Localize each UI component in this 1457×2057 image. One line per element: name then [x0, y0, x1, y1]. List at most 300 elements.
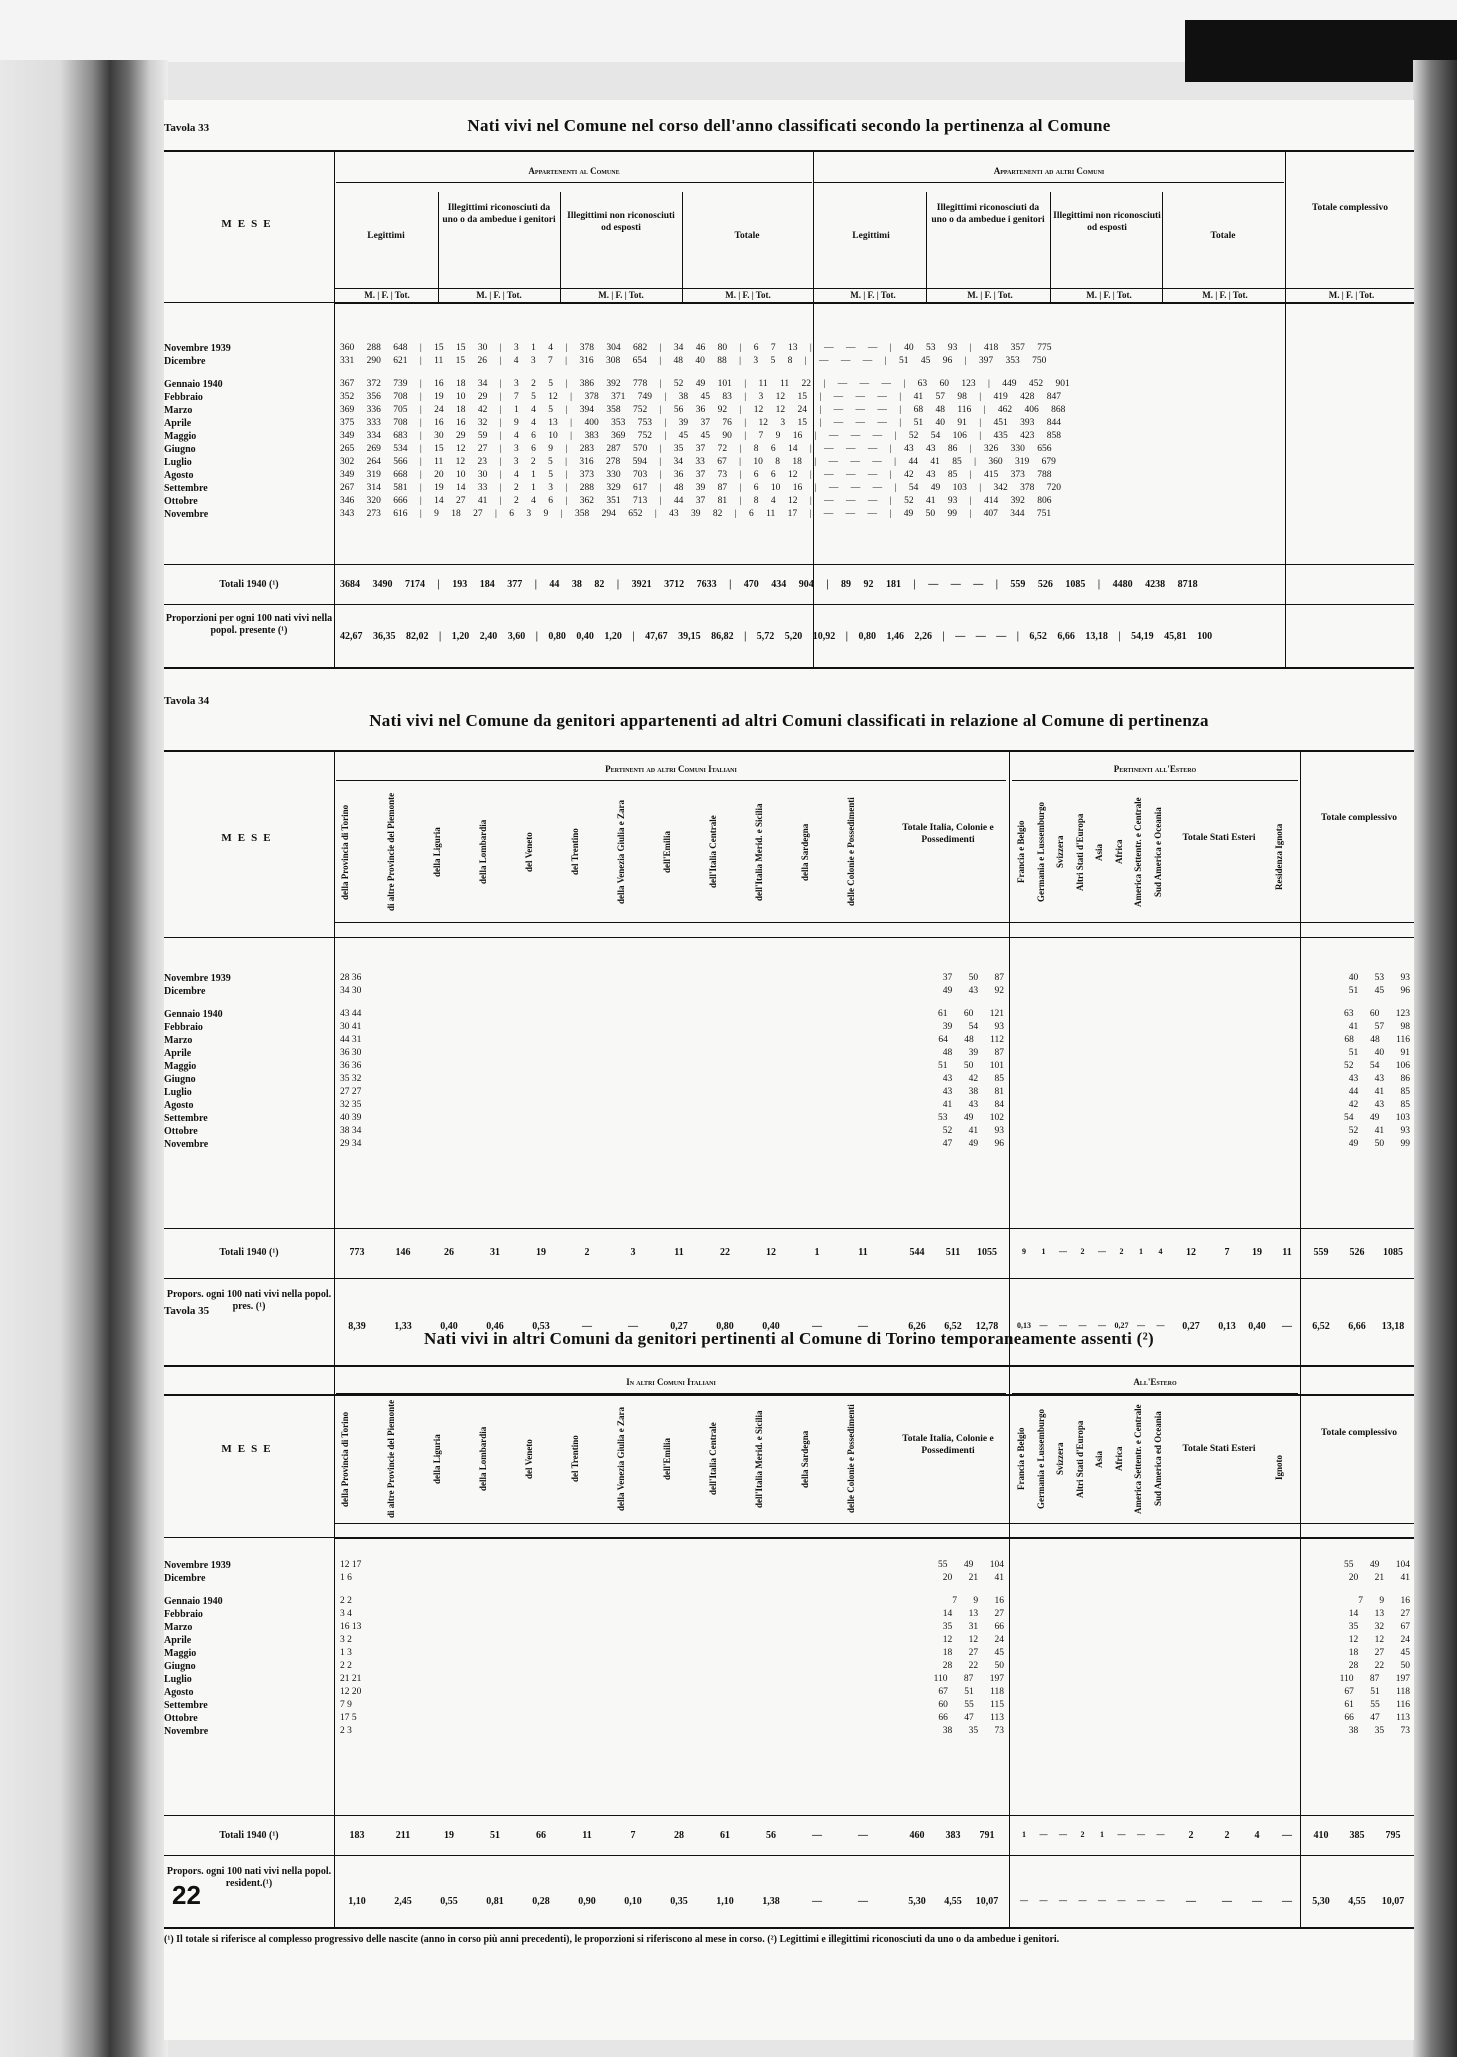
cell: —	[1059, 1830, 1067, 1839]
cell: —	[1156, 1896, 1165, 1905]
cell: —	[1059, 1896, 1067, 1905]
cell: 6,66	[1348, 1321, 1366, 1332]
cell: 12 12 24	[942, 1635, 1004, 1645]
cell: 20 21 41	[942, 1573, 1004, 1583]
col-header-estero: Asia	[1094, 1450, 1104, 1468]
cell: —	[1156, 1830, 1165, 1839]
month-label: Luglio	[164, 457, 192, 468]
cell: 37 50 87	[942, 973, 1004, 983]
group-appartenenti-comune: Appartenenti al Comune	[336, 166, 812, 183]
col-ignoto: Ignoto	[1274, 1454, 1284, 1480]
month-label: Novembre 1939	[164, 1560, 231, 1571]
cell: —	[1137, 1321, 1145, 1330]
cell: 146	[395, 1247, 411, 1258]
cell: —	[1078, 1896, 1087, 1905]
cell: 55 49 104	[938, 1560, 1004, 1570]
cell: 1 6	[340, 1573, 352, 1583]
group-estero: Pertinenti all'Estero	[1012, 764, 1298, 781]
cell: 11	[582, 1830, 592, 1841]
cell: 64 48 112	[938, 1035, 1004, 1045]
col-header-estero: America Settentr. e Centrale	[1133, 797, 1143, 907]
table-row: 352 356 708 | 19 10 29 | 7 5 12 | 378 371 749 | 38 45 83 | 3 12 15 | — — — | 41 57 98 | 419 428 847	[340, 392, 1061, 402]
cell: 0,53	[532, 1321, 550, 1332]
month-label: Aprile	[164, 1635, 192, 1646]
month-label: Novembre	[164, 509, 209, 520]
rule	[560, 192, 561, 302]
cell: —	[1282, 1830, 1292, 1841]
totals-label: Totali 1940 (¹)	[219, 1247, 279, 1258]
mese-header: MESE	[221, 832, 277, 844]
table-33-section	[164, 100, 1414, 670]
col-header-estero: Altri Stati d'Europa	[1074, 813, 1085, 891]
cell: 4,55	[944, 1896, 962, 1907]
col-header-estero: Sud America ed Oceania	[1152, 1411, 1163, 1507]
cell: 36 30	[340, 1048, 362, 1058]
cell: 52 41 93	[942, 1126, 1004, 1136]
cell: 5,30	[908, 1896, 926, 1907]
cell: 0,13	[1017, 1321, 1031, 1330]
table-row: 343 273 616 | 9 18 27 | 6 3 9 | 358 294 652 | 43 39 82 | 6 11 17 | — — — | 49 50 99 | 407 344 751	[340, 509, 1052, 519]
col-illegittimi-non-riconosciuti-altri: Illegittimi non riconosciuti od esposti	[1053, 211, 1161, 233]
cell: 0,40	[440, 1321, 458, 1332]
col-header-italia: della Venezia Giulia e Zara	[616, 1407, 626, 1512]
cell: 30 41	[340, 1022, 362, 1032]
cell: 0,55	[440, 1896, 458, 1907]
table-33	[164, 150, 1414, 669]
cell: —	[1059, 1247, 1067, 1256]
row-gap	[164, 368, 334, 378]
cell: 61 60 121	[938, 1009, 1004, 1019]
month-label: Febbraio	[164, 1022, 203, 1033]
col-header-estero: America Settentr. e Centrale	[1133, 1404, 1143, 1514]
col-header-italia: della Provincia di Torino	[340, 1411, 350, 1507]
table-35-header	[164, 1367, 1414, 1538]
cell: 6,52	[1312, 1321, 1330, 1332]
col-header-italia: della Provincia di Torino	[340, 804, 350, 900]
rule	[926, 192, 927, 302]
cell: 39 54 93	[942, 1022, 1004, 1032]
row-gap	[904, 998, 1004, 1008]
cell: 4,55	[1348, 1896, 1366, 1907]
cell: 0,90	[578, 1896, 596, 1907]
col-totale-altri: Totale	[1210, 231, 1236, 241]
cell: 17 5	[340, 1713, 357, 1723]
month-label: Febbraio	[164, 392, 203, 403]
row-gap	[164, 1585, 334, 1595]
cell: —	[1117, 1896, 1126, 1905]
cell: 6,26	[908, 1321, 926, 1332]
table-row: 265 269 534 | 15 12 27 | 3 6 9 | 283 287 570 | 35 37 72 | 8 6 14 | — — — | 43 43 86 | 326 330 656	[340, 444, 1052, 454]
month-label: Dicembre	[164, 1573, 206, 1584]
table-33-title: Nati vivi nel Comune nel corso dell'anno classificati secondo la pertinenza al Comune	[467, 116, 1111, 135]
month-label: Luglio	[164, 1087, 192, 1098]
group-appartenenti-altri-comuni: Appartenenti ad altri Comuni	[814, 166, 1284, 183]
footnote: (¹) Il totale si riferisce al complesso progressivo delle nascite (anno in corso più anni precedenti), le proporzioni si riferiscono al mese in corso. (²) Legittimi e illegittimi riconosciuti da uno o da ambedue i genitori.	[164, 1934, 1060, 1945]
cell: —	[1252, 1896, 1262, 1907]
cell: —	[858, 1830, 868, 1841]
cell: —	[1098, 1896, 1106, 1905]
col-illegittimi-riconosciuti-altri: Illegittimi riconosciuti da uno o da ambedue i genitori	[931, 203, 1045, 225]
row-gap	[340, 998, 400, 1008]
cell: 0,80	[716, 1321, 734, 1332]
cell: 55 49 104	[1344, 1560, 1410, 1570]
table-35-grand-totals	[1304, 1559, 1410, 1738]
cell: 19	[1252, 1247, 1262, 1258]
col-header-italia: dell'Italia Centrale	[708, 815, 718, 889]
cell: 43 38 81	[942, 1087, 1004, 1097]
cell: 2	[1188, 1830, 1194, 1841]
col-header-italia: del Trentino	[570, 828, 580, 876]
cell: 54 49 103	[1344, 1113, 1410, 1123]
cell: 0,10	[624, 1896, 642, 1907]
cell: 67 51 118	[1344, 1687, 1410, 1697]
cell: 28 22 50	[1348, 1661, 1410, 1671]
table-35-torino-column	[340, 1559, 400, 1738]
cell: 12 20	[340, 1687, 362, 1697]
month-label: Novembre	[164, 1139, 209, 1150]
cell: 1	[1100, 1830, 1104, 1839]
cell: 38 35 73	[1348, 1726, 1410, 1736]
cell: 1 3	[340, 1648, 352, 1658]
proportions-label: Proporzioni per ogni 100 nati vivi nella popol. presente (¹)	[165, 613, 333, 636]
group-altri-comuni-italiani: Pertinenti ad altri Comuni Italiani	[336, 764, 1006, 781]
month-label: Maggio	[164, 1061, 197, 1072]
cell: —	[812, 1830, 822, 1841]
totals-values: 3684 3490 7174 | 193 184 377 | 44 38 82 | 3921 3712 7633 | 470 434 904 | 89 92 181 | — — — | 559 526 1085 | 4480 4238 8718	[340, 579, 1198, 590]
col-header-estero: Francia e Belgio	[1016, 820, 1026, 884]
cell: 795	[1385, 1830, 1401, 1841]
table-row: 302 264 566 | 11 12 23 | 3 2 5 | 316 278 594 | 34 33 67 | 10 8 18 | — — — | 44 41 85 | 360 319 679	[340, 457, 1056, 467]
cell: 49 50 99	[1348, 1139, 1410, 1149]
cell: —	[812, 1321, 822, 1332]
cell: 10,07	[975, 1896, 999, 1907]
month-label: Ottobre	[164, 1713, 198, 1724]
cell: 43 44	[340, 1009, 362, 1019]
month-label: Agosto	[164, 1100, 194, 1111]
cell: —	[1222, 1896, 1232, 1907]
month-label: Novembre 1939	[164, 973, 231, 984]
cell: 460	[909, 1830, 925, 1841]
col-illegittimi-riconosciuti: Illegittimi riconosciuti da uno o da ambedue i genitori	[442, 203, 556, 225]
cell: 3	[630, 1247, 636, 1258]
table-34-italia-totals	[904, 972, 1004, 1151]
cell: 40 53 93	[1348, 973, 1410, 983]
cell: 31	[490, 1247, 500, 1258]
mft-label: M. | F. | Tot.	[967, 290, 1013, 300]
cell: 526	[1349, 1247, 1365, 1258]
cell: 52 41 93	[1348, 1126, 1410, 1136]
row-gap	[164, 998, 334, 1008]
month-label: Marzo	[164, 1035, 193, 1046]
cell: —	[1059, 1321, 1067, 1330]
document-page	[164, 100, 1414, 2040]
cell: 0,27	[670, 1321, 688, 1332]
mft-subheader	[334, 288, 1414, 304]
cell: 0,40	[1248, 1321, 1266, 1332]
cell: 559	[1313, 1247, 1329, 1258]
table-row: 346 320 666 | 14 27 41 | 2 4 6 | 362 351 713 | 44 37 81 | 8 4 12 | — — — | 52 41 93 | 414 392 806	[340, 496, 1052, 506]
cell: 0,27	[1114, 1321, 1129, 1330]
cell: 7 9 16	[1358, 1596, 1410, 1606]
mf-subheader	[334, 922, 1414, 938]
cell: 0,27	[1182, 1321, 1200, 1332]
col-header-italia: dell'Italia Merid. e Sicilia	[754, 803, 764, 901]
cell: —	[1039, 1830, 1048, 1839]
col-header-estero: Germania e Lussemburgo	[1035, 802, 1046, 902]
table-34-section	[164, 695, 1414, 1385]
cell: 44 31	[340, 1035, 362, 1045]
cell: 6,52	[944, 1321, 962, 1332]
page-number: 22	[172, 1880, 201, 1910]
table-35-totals-row	[164, 1815, 1414, 1856]
col-header-italia: dell'Emilia	[662, 1438, 672, 1481]
cell: 12 12 24	[1348, 1635, 1410, 1645]
table-34-grand-totals	[1304, 972, 1410, 1151]
cell: —	[1137, 1830, 1145, 1839]
cell: 1	[1139, 1247, 1143, 1256]
cell: —	[628, 1321, 638, 1332]
cell: 27 27	[340, 1087, 362, 1097]
col-header-italia: della Liguria	[432, 1434, 442, 1484]
month-label: Maggio	[164, 431, 197, 442]
cell: 29 34	[340, 1139, 362, 1149]
col-legittimi-altri: Legittimi	[852, 231, 890, 241]
table-34-totals-row	[164, 1228, 1414, 1279]
col-totale-complessivo: Totale complessivo	[1321, 813, 1397, 823]
cell: 544	[909, 1247, 925, 1258]
col-header-italia: della Venezia Giulia e Zara	[616, 800, 626, 905]
month-label: Settembre	[164, 1700, 208, 1711]
cell: —	[1020, 1896, 1028, 1905]
cell: 41 57 98	[1348, 1022, 1410, 1032]
cell: 211	[395, 1830, 411, 1841]
cell: 183	[349, 1830, 365, 1841]
mese-header: MESE	[221, 218, 277, 230]
col-residenza-ignota: Residenza Ignota	[1274, 823, 1284, 891]
table-34-torino-column	[340, 972, 400, 1151]
col-header-estero: Africa	[1113, 1446, 1124, 1472]
cell: 385	[1349, 1830, 1365, 1841]
cell: 44 41 85	[1348, 1087, 1410, 1097]
cell: 3 4	[340, 1609, 352, 1619]
cell: 0,46	[486, 1321, 504, 1332]
cell: 47 49 96	[942, 1139, 1004, 1149]
col-header-italia: di altre Provincie del Piemonte	[386, 1399, 396, 1519]
cell: 12	[1186, 1247, 1196, 1258]
table-34-number: Tavola 34	[164, 695, 210, 707]
cell: 63 60 123	[1344, 1009, 1410, 1019]
cell: 2 3	[340, 1726, 352, 1736]
month-label: Settembre	[164, 1113, 208, 1124]
cell: 1055	[977, 1247, 997, 1258]
col-totale: Totale	[734, 231, 760, 241]
cell: 19	[444, 1830, 454, 1841]
month-label: Aprile	[164, 1048, 192, 1059]
cell: 9	[1022, 1247, 1026, 1256]
month-label: Agosto	[164, 1687, 194, 1698]
table-row: 349 334 683 | 30 29 59 | 4 6 10 | 383 369 752 | 45 45 90 | 7 9 16 | — — — | 52 54 106 | 435 423 858	[340, 431, 1061, 441]
cell: 66 47 113	[938, 1713, 1004, 1723]
table-row: 369 336 705 | 24 18 42 | 1 4 5 | 394 358 752 | 56 36 92 | 12 12 24 | — — — | 68 48 116 | 462 406 868	[340, 405, 1066, 415]
month-label: Marzo	[164, 1622, 193, 1633]
table-34-title: Nati vivi nel Comune da genitori appartenenti ad altri Comuni classificati in relazione al Comune di pertinenza	[369, 711, 1209, 730]
cell: 35 32 67	[1348, 1622, 1410, 1632]
mft-label: M. | F. | Tot.	[1086, 290, 1132, 300]
row-gap	[1304, 998, 1410, 1008]
mft-label: M. | F. | Tot.	[1328, 290, 1375, 300]
cell: 14 13 27	[1348, 1609, 1410, 1619]
cell: 0,81	[486, 1896, 504, 1907]
col-header-italia: di altre Provincie del Piemonte	[386, 792, 396, 912]
rule	[682, 192, 683, 302]
mft-label: M. | F. | Tot.	[1202, 290, 1248, 300]
cell: 11	[858, 1247, 868, 1258]
cell: 28	[674, 1830, 684, 1841]
mf-subheader	[334, 1523, 1414, 1539]
cell: 1	[1022, 1830, 1026, 1839]
table-35-italia-totals	[904, 1559, 1004, 1738]
cell: —	[1156, 1321, 1165, 1330]
cell: 2	[584, 1247, 590, 1258]
cell: 773	[349, 1247, 365, 1258]
month-label: Aprile	[164, 418, 192, 429]
month-label: Febbraio	[164, 1609, 203, 1620]
cell: 410	[1313, 1830, 1329, 1841]
table-34	[164, 750, 1414, 1396]
table-row: 267 314 581 | 19 14 33 | 2 1 3 | 288 329 617 | 48 39 87 | 6 10 16 | — — — | 54 49 103 | 342 378 720	[340, 483, 1061, 493]
col-header-estero: Asia	[1094, 843, 1104, 861]
cell: 19	[536, 1247, 546, 1258]
col-totale-italia: Totale Italia, Colonie e Possedimenti	[902, 1434, 994, 1456]
month-label: Giugno	[164, 1661, 196, 1672]
cell: 110 87 197	[1339, 1674, 1410, 1684]
cell: —	[1137, 1896, 1145, 1905]
totals-label: Totali 1940 (¹)	[219, 579, 279, 590]
col-header-italia: della Liguria	[432, 827, 442, 877]
cell: 35 32	[340, 1074, 362, 1084]
month-label: Settembre	[164, 483, 208, 494]
cell: 67 51 118	[938, 1687, 1004, 1697]
row-gap	[904, 1585, 1004, 1595]
cell: 21 21	[340, 1674, 362, 1684]
cell: 42 43 85	[1348, 1100, 1410, 1110]
table-35-number: Tavola 35	[164, 1305, 210, 1317]
cell: 110 87 197	[933, 1674, 1004, 1684]
table-35-month-list	[164, 1559, 334, 1738]
mft-label: M. | F. | Tot.	[364, 290, 410, 300]
cell: 11	[1282, 1247, 1292, 1258]
col-header-italia: della Sardegna	[800, 1430, 810, 1488]
cell: 68 48 116	[1344, 1035, 1410, 1045]
row-gap	[340, 368, 1410, 378]
cell: 18 27 45	[942, 1648, 1004, 1658]
cell: 511	[945, 1247, 961, 1258]
cell: 38 35 73	[942, 1726, 1004, 1736]
table-35-proportions-row	[164, 1855, 1414, 1928]
cell: 35 31 66	[942, 1622, 1004, 1632]
proportions-values: 42,67 36,35 82,02 | 1,20 2,40 3,60 | 0,80 0,40 1,20 | 47,67 39,15 86,82 | 5,72 5,20 10,92 | 0,80 1,46 2,26 | — — — | 6,52 6,66 13,18 | 54,19 45,81 100	[340, 631, 1213, 642]
cell: 2 2	[340, 1661, 352, 1671]
col-header-estero: Svizzera	[1055, 835, 1065, 869]
cell: —	[1039, 1896, 1048, 1905]
month-label: Dicembre	[164, 986, 206, 997]
col-legittimi: Legittimi	[367, 231, 405, 241]
table-row: 375 333 708 | 16 16 32 | 9 4 13 | 400 353 753 | 39 37 76 | 12 3 15 | — — — | 51 40 91 | 451 393 844	[340, 418, 1061, 428]
row-gap	[340, 1585, 400, 1595]
col-illegittimi-non-riconosciuti: Illegittimi non riconosciuti od esposti	[567, 211, 675, 233]
cell: 11	[674, 1247, 684, 1258]
month-label: Marzo	[164, 405, 193, 416]
col-header-italia: del Trentino	[570, 1435, 580, 1483]
cell: 0,40	[762, 1321, 780, 1332]
cell: —	[1186, 1896, 1196, 1907]
col-header-italia: della Lombardia	[478, 819, 488, 885]
rule	[438, 192, 439, 302]
cell: 51 50 101	[938, 1061, 1004, 1071]
cell: 2,45	[394, 1896, 412, 1907]
col-header-italia: dell'Italia Centrale	[708, 1422, 718, 1496]
cell: 48 39 87	[942, 1048, 1004, 1058]
group-altri-comuni-italiani: In altri Comuni Italiani	[336, 1377, 1006, 1394]
col-header-estero: Altri Stati d'Europa	[1074, 1420, 1085, 1498]
book-binding-shadow	[0, 60, 168, 2057]
mft-label: M. | F. | Tot.	[598, 290, 644, 300]
table-row: 360 288 648 | 15 15 30 | 3 1 4 | 378 304 682 | 34 46 80 | 6 7 13 | — — — | 40 53 93 | 418 357 775	[340, 343, 1052, 353]
cell: 1,38	[762, 1896, 780, 1907]
cell: 2	[1080, 1247, 1085, 1256]
cell: 28 22 50	[942, 1661, 1004, 1671]
cell: 4	[1158, 1247, 1163, 1256]
cell: —	[1098, 1247, 1106, 1256]
cell: 34 30	[340, 986, 362, 996]
table-33-totals-row	[164, 564, 1414, 605]
cell: 61 55 116	[1344, 1700, 1410, 1710]
mft-label: M. | F. | Tot.	[725, 290, 771, 300]
cell: 61	[720, 1830, 730, 1841]
table-33-proportions-row	[164, 604, 1414, 667]
month-label: Ottobre	[164, 496, 198, 507]
cell: —	[858, 1321, 868, 1332]
month-label: Gennaio 1940	[164, 1596, 223, 1607]
col-header-estero: Francia e Belgio	[1016, 1427, 1026, 1491]
col-totale-complessivo: Totale complessivo	[1312, 203, 1388, 213]
cell: 66	[536, 1830, 546, 1841]
col-header-estero: Sud America e Oceania	[1152, 807, 1163, 897]
table-33-rows	[340, 342, 1410, 521]
cell: 12	[766, 1247, 776, 1258]
col-header-italia: dell'Italia Merid. e Sicilia	[754, 1410, 764, 1508]
cell: 1,10	[716, 1896, 734, 1907]
cell: 49 43 92	[942, 986, 1004, 996]
table-34-header	[164, 752, 1414, 938]
cell: 5,30	[1312, 1896, 1330, 1907]
col-totale-italia: Totale Italia, Colonie e Possedimenti	[902, 823, 994, 845]
cell: 43 43 86	[1348, 1074, 1410, 1084]
month-label: Maggio	[164, 1648, 197, 1659]
cell: 1,33	[394, 1321, 412, 1332]
month-label: Dicembre	[164, 356, 206, 367]
col-header-italia: delle Colonie e Possedimenti	[846, 797, 856, 907]
cell: 40 39	[340, 1113, 362, 1123]
table-row: 349 319 668 | 20 10 30 | 4 1 5 | 373 330 703 | 36 37 73 | 6 6 12 | — — — | 42 43 85 | 415 373 788	[340, 470, 1052, 480]
row-gap	[1304, 1585, 1410, 1595]
month-label: Luglio	[164, 1674, 192, 1685]
cell: 0,35	[670, 1896, 688, 1907]
cell: 14 13 27	[942, 1609, 1004, 1619]
cell: 791	[979, 1830, 995, 1841]
cell: 1	[814, 1247, 820, 1258]
cell: —	[1282, 1321, 1292, 1332]
